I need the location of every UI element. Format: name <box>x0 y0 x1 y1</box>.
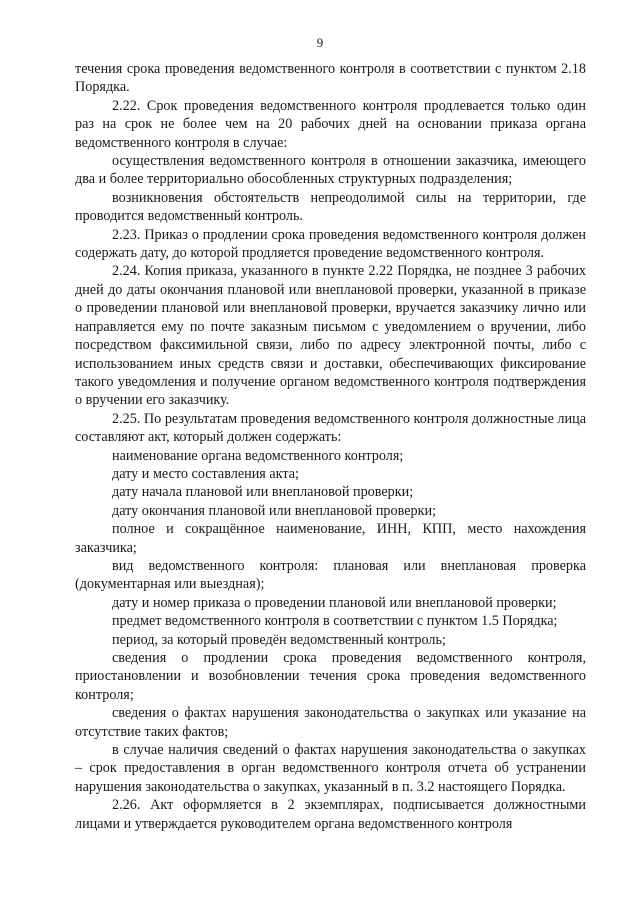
list-item-authority-name: наименование органа ведомственного контроля; <box>112 447 404 464</box>
list-item-customer-details: полное и сокращённое наименование, ИНН, КПП, место нахождения заказчика; <box>75 521 586 556</box>
document-body <box>75 60 586 833</box>
paragraph-2-23: 2.23. Приказ о продлении срока проведения ведомственного контроля должен содержать дату, до которой продляется проведение ведомственного контроля. <box>75 226 586 262</box>
list-item-inspection-end: дату окончания плановой или внеплановой проверки; <box>112 502 437 519</box>
list-item-extension-info: сведения о продлении срока проведения ведомственного контроля, приостановлении и возобновлении течения срока проведения ведомственного контроля; <box>75 650 586 703</box>
paragraph-2-25: 2.25. По результатам проведения ведомственного контроля должностные лица составляют акт, который должен содержать: <box>75 410 586 446</box>
list-item-force-majeure: возникновения обстоятельств непреодолимой силы на территории, где проводится ведомственный контроль. <box>75 189 586 225</box>
page-number: 9 <box>316 35 324 50</box>
list-item-report-deadline: в случае наличия сведений о фактах нарушения законодательства о закупках – срок предоставления в орган ведомственного контроля отчета об устранении нарушения законодательства о закупках, указанный в п. 3.2 настоящего Порядка. <box>75 742 586 795</box>
list-item-control-period: период, за который проведён ведомственный контроль; <box>112 631 446 648</box>
list-item-violations-info: сведения о фактах нарушения законодательства о закупках или указание на отсутствие таких фактов; <box>75 705 586 740</box>
list-item-order-date-number: дату и номер приказа о проведении плановой или внеплановой проверки; <box>112 594 557 611</box>
paragraph-2-26: 2.26. Акт оформляется в 2 экземплярах, подписывается должностными лицами и утверждается руководителем органа ведомственного контроля <box>75 797 586 832</box>
list-item-inspection-start: дату начала плановой или внеплановой проверки; <box>112 484 414 501</box>
list-item-territorial-units: осуществления ведомственного контроля в отношении заказчика, имеющего два и более территориально обособленных структурных подразделения; <box>75 153 586 188</box>
paragraph-continuation: течения срока проведения ведомственного контроля в соответствии с пунктом 2.18 Порядка. <box>75 61 586 96</box>
paragraph-2-22: 2.22. Срок проведения ведомственного контроля продлевается только один раз на срок не более чем на 20 рабочих дней на основании приказа органа ведомственного контроля в случае: <box>75 97 586 151</box>
list-item-control-subject: предмет ведомственного контроля в соответствии с пунктом 1.5 Порядка; <box>112 613 558 630</box>
list-item-control-type: вид ведомственного контроля: плановая или внеплановая проверка (документарная или выездная); <box>75 557 586 593</box>
paragraph-2-24: 2.24. Копия приказа, указанного в пункте 2.22 Порядка, не позднее 3 рабочих дней до даты окончания плановой или внеплановой проверки, указанной в приказе о проведении плановой или внеплановой проверки, вручается заказчику лично или направляется ему по почте заказным письмом с уведомлением о вручении, либо посредством факсимильной связи, либо по адресу электронной почты, либо с использованием иных средств связи и доставки, обеспечивающих фиксирование такого уведомления и получение органом ведомственного контроля подтверждения о вручении его заказчику. <box>75 263 586 409</box>
list-item-act-date-place: дату и место составления акта; <box>112 465 299 482</box>
